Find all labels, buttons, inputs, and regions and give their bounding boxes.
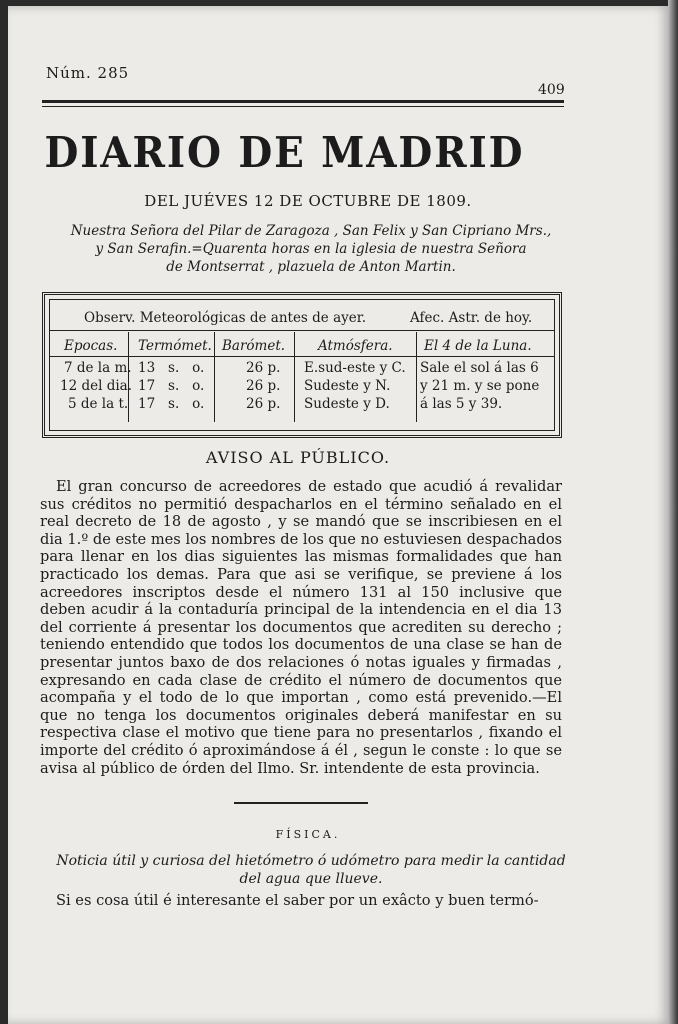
col-termometro: Termómet. — [138, 338, 212, 354]
section-divider — [234, 802, 368, 804]
aviso-paragraph: El gran concurso de acreedores de estado que acudió á revalidar sus créditos no permitió despacharlos en el término señalado en el real decreto de 18 de agosto , y se mandó que se inscribiesen en el dia 1.º de este mes los nombres de los que no estuviesen despachados para llenar en los dias siguientes las mismas formalidades que han practicado los demas. Para que asi se verifique, se previene á los acreedores inscriptos desde el número 131 al 150 inclusive que deben acudir á la contaduría principal de la intendencia en el dia 13 del corriente á presentar los documentos que acrediten su derecho ; teniendo entendido que todos los documentos de una clase se han de presentar juntos baxo de dos relaciones ó notas iguales y firmadas , expresando en cada clase de crédito el número de documentos que acompaña y el todo de lo que importan , como está prevenido.—El que no tenga los documentos originales deberá manifestar en su respectiva clase el motivo que tiene para no presentarlos , fixando el importe del crédito ó aproximándose á él , segun le conste : lo que se avisa al público de órden del Ilmo. Sr. intendente de esta provincia. — [40, 478, 562, 777]
cell-termo: 17 s. o. — [138, 396, 205, 412]
weather-table — [42, 292, 562, 438]
issue-number: Núm. 285 — [46, 64, 130, 82]
fisica-subtitle-line-1: Noticia útil y curiosa del hietómetro ó udómetro para medir la cantidad — [56, 853, 566, 869]
saints-line-2: y San Serafin.=Quarenta horas en la iglesia de nuestra Señora — [95, 241, 527, 257]
aviso-body — [40, 478, 562, 777]
cell-atmos: Sudeste y D. — [304, 396, 390, 412]
cell-atmos: Sudeste y N. — [304, 378, 391, 394]
cell-epoca: 12 del dia. — [60, 378, 133, 394]
cell-atmos: E.sud-este y C. — [304, 360, 406, 376]
cell-epoca: 7 de la m. — [64, 360, 132, 376]
weather-row — [50, 378, 554, 396]
weather-row — [50, 360, 554, 378]
weather-title-left: Observ. Meteorológicas de antes de ayer. — [84, 310, 367, 326]
cell-baro: 26 p. — [246, 360, 281, 376]
weather-title-right: Afec. Astr. de hoy. — [410, 310, 533, 326]
cell-luna: y 21 m. y se pone — [420, 378, 540, 394]
col-barometro: Barómet. — [222, 338, 286, 354]
fisica-heading: FÍSICA. — [275, 828, 341, 841]
masthead-title: DIARIO DE MADRID — [44, 128, 525, 177]
newspaper-page — [8, 6, 670, 1024]
cell-baro: 26 p. — [246, 396, 281, 412]
weather-column-headers — [50, 336, 554, 357]
aviso-heading: AVISO AL PÚBLICO. — [205, 448, 391, 467]
cell-termo: 13 s. o. — [138, 360, 205, 376]
dateline: DEL JUÉVES 12 DE OCTUBRE DE 1809. — [144, 192, 472, 210]
saints-line-3: de Montserrat , plazuela de Anton Martin. — [166, 259, 456, 275]
col-epocas: Epocas. — [64, 338, 118, 354]
cell-baro: 26 p. — [246, 378, 281, 394]
fisica-first-line: Si es cosa útil é interesante el saber por un exâcto y buen termó- — [56, 892, 539, 909]
page-edge-shadow — [668, 0, 678, 1024]
fisica-subtitle — [46, 852, 576, 888]
saints-line-1: Nuestra Señora del Pilar de Zaragoza , San Felix y San Cipriano Mrs., — [70, 223, 552, 239]
fisica-subtitle-line-2: del agua que llueve. — [239, 871, 383, 887]
cell-luna: Sale el sol á las 6 — [420, 360, 539, 376]
weather-title-row — [50, 308, 554, 331]
cell-luna: á las 5 y 39. — [420, 396, 503, 412]
saints-of-the-day — [46, 222, 576, 276]
weather-row — [50, 396, 554, 414]
cell-termo: 17 s. o. — [138, 378, 205, 394]
header-rule — [42, 100, 564, 107]
page-number: 409 — [538, 82, 565, 98]
cell-epoca: 5 de la t. — [68, 396, 129, 412]
col-luna: El 4 de la Luna. — [424, 338, 532, 354]
col-atmosfera: Atmósfera. — [318, 338, 393, 354]
